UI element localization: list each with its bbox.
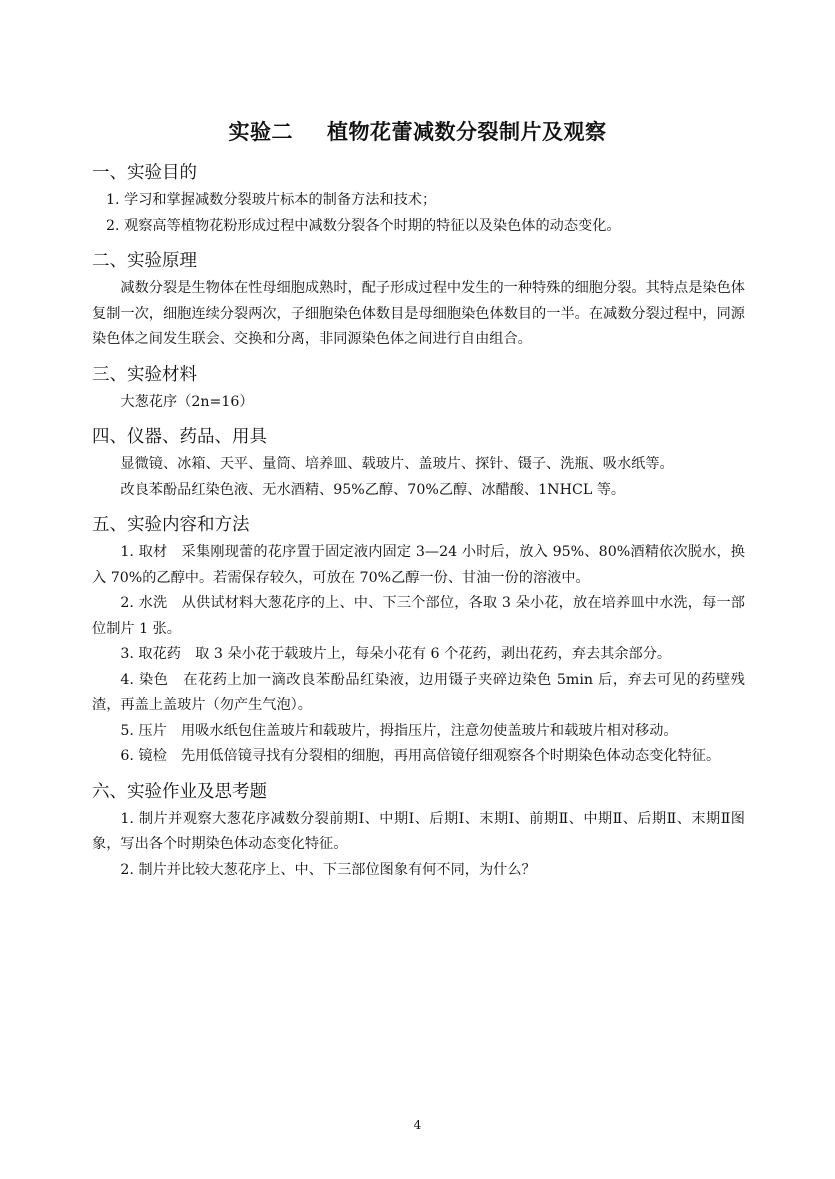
- paragraph: 6. 镜检 先用低倍镜寻找有分裂相的细胞，再用高倍镜仔细观察各个时期染色体动态变化特征。: [120, 748, 721, 764]
- paragraph: 2. 水洗 从供试材料大葱花序的上、中、下三个部位，各取 3 朵小花，放在培养皿中水洗，每一部位制片 1 张。: [92, 595, 745, 637]
- page-title: [0, 116, 835, 146]
- section-materials: [92, 362, 745, 416]
- paragraph: 大葱花序（2n=16）: [120, 393, 254, 410]
- section-assignments: [92, 779, 745, 884]
- section-methods: [92, 512, 745, 770]
- section-heading: 三、实验材料: [92, 364, 197, 385]
- section-heading: 二、实验原理: [92, 251, 197, 271]
- section-heading: 五、实验内容和方法: [92, 515, 250, 535]
- paragraph: 5. 压片 用吸水纸包住盖玻片和载玻片，拇指压片，注意勿使盖玻片和载玻片相对移动。: [120, 722, 678, 739]
- section-heading: 六、实验作业及思考题: [92, 781, 267, 802]
- page-number: 4: [413, 1118, 422, 1132]
- document-body: [92, 160, 745, 883]
- list-item: 1. 学习和掌握减数分裂玻片标本的制备方法和技术；: [106, 192, 437, 208]
- paragraph: 1. 取材 采集刚现蕾的花序置于固定液内固定 3—24 小时后，放入 95%、80%酒精依次脱水，换入 70%的乙醇中。若需保存较久，可放在 70%乙醇一份、甘油一份的溶液中。: [92, 544, 745, 586]
- paragraph: 1. 制片并观察大葱花序减数分裂前期Ⅰ、中期Ⅰ、后期Ⅰ、末期Ⅰ、前期Ⅱ、中期Ⅱ、后期Ⅱ、末期Ⅱ图象，写出各个时期染色体动态变化特征。: [92, 810, 745, 852]
- section-heading: 四、仪器、药品、用具: [92, 427, 267, 447]
- list-item: 2. 观察高等植物花粉形成过程中减数分裂各个时期的特征以及染色体的动态变化。: [106, 217, 621, 234]
- section-principle: [92, 248, 745, 353]
- paragraph: 显微镜、冰箱、天平、量筒、培养皿、载玻片、盖玻片、探针、镊子、洗瓶、吸水纸等。: [120, 456, 674, 472]
- paragraph: 4. 染色 在花药上加一滴改良苯酚品红染液，边用镊子夹碎边染色 5min 后，弃去可见的药壁残渣，再盖上盖玻片（勿产生气泡）。: [92, 671, 745, 713]
- section-purpose: [92, 160, 745, 239]
- paragraph: 2. 制片并比较大葱花序上、中、下三部位图象有何不同，为什么？: [120, 861, 536, 878]
- title-experiment-number: 实验二: [228, 120, 293, 144]
- section-equipment: [92, 424, 745, 503]
- title-experiment-name: 植物花蕾减数分裂制片及观察: [327, 120, 607, 144]
- paragraph: 改良苯酚品红染色液、无水酒精、95%乙醇、70%乙醇、冰醋酸、1NHCL 等。: [120, 481, 626, 498]
- paragraph: 减数分裂是生物体在性母细胞成熟时，配子形成过程中发生的一种特殊的细胞分裂。其特点是染色体复制一次，细胞连续分裂两次，子细胞染色体数目是母细胞染色体数目的一半。在减数分裂过程中，同源染色体之间发生联会、交换和分离，非同源染色体之间进行自由组合。: [92, 280, 745, 347]
- section-heading: 一、实验目的: [92, 163, 197, 183]
- paragraph: 3. 取花药 取 3 朵小花于载玻片上，每朵小花有 6 个花药，剥出花药，弃去其余部分。: [120, 646, 672, 662]
